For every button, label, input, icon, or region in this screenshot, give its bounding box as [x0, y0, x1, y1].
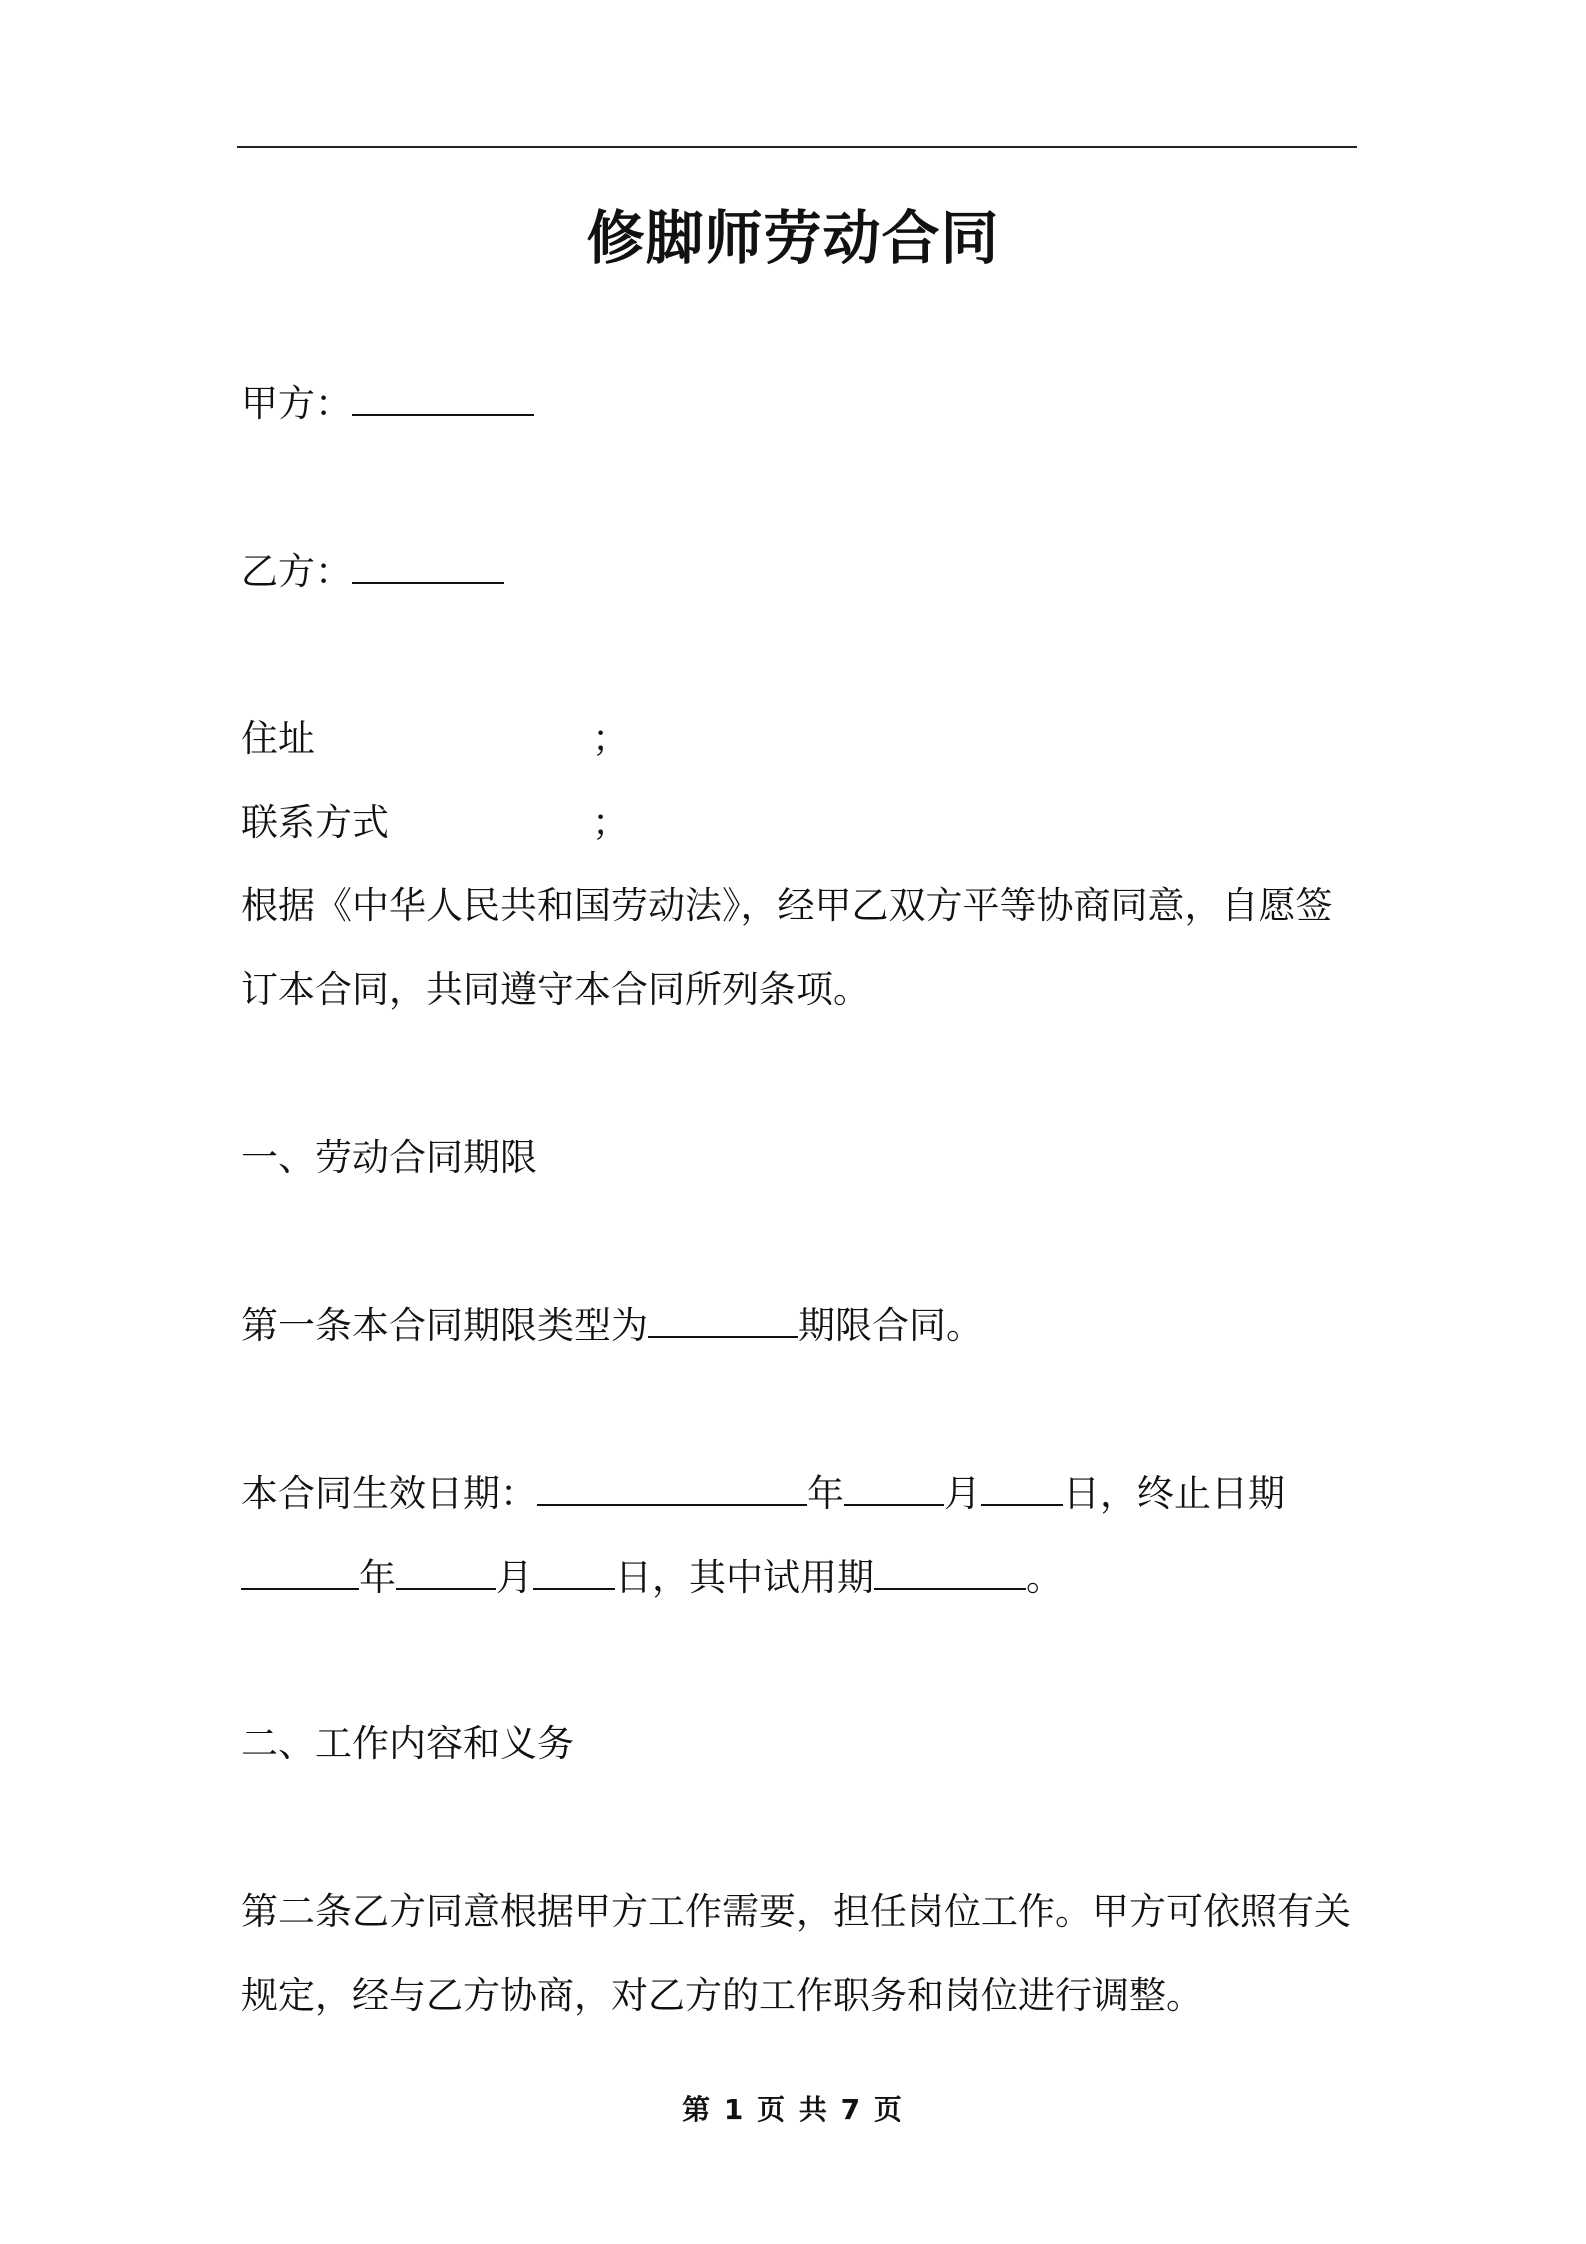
effective-year-blank [537, 1470, 807, 1506]
address-line [241, 713, 315, 765]
address-semicolon: ； [592, 717, 629, 760]
effective-day-blank [981, 1470, 1063, 1506]
probation-blank [874, 1554, 1026, 1590]
contact-semicolon: ； [592, 801, 629, 844]
termination-day-label: 日，其中试用期 [615, 1556, 874, 1599]
party-b-label: 乙方： [241, 550, 352, 593]
effective-year-label: 年 [807, 1472, 844, 1515]
section-1-heading: 一、劳动合同期限 [241, 1136, 537, 1179]
termination-date-line [241, 1552, 1063, 1604]
address-label: 住址 [241, 717, 315, 760]
article-2-line-2: 规定，经与乙方协商，对乙方的工作职务和岗位进行调整。 [241, 1974, 1203, 2017]
contract-type-blank [648, 1302, 798, 1338]
effective-date-prefix: 本合同生效日期： [241, 1472, 537, 1515]
termination-year-label: 年 [359, 1556, 396, 1599]
termination-year-blank [241, 1554, 359, 1590]
effective-month-label: 月 [944, 1472, 981, 1515]
contact-line [241, 797, 389, 849]
article-1-suffix: 期限合同。 [798, 1304, 983, 1347]
termination-day-blank [533, 1554, 615, 1590]
article-2-line-1: 第二条乙方同意根据甲方工作需要，担任岗位工作。甲方可依照有关 [241, 1890, 1351, 1933]
party-a-label: 甲方： [241, 382, 352, 425]
party-a-line [241, 378, 534, 430]
party-a-blank [352, 380, 534, 416]
article-1-prefix: 第一条本合同期限类型为 [241, 1304, 648, 1347]
effective-day-label: 日， [1063, 1472, 1137, 1515]
effective-date-line [241, 1468, 1285, 1520]
article-1-line [241, 1300, 983, 1352]
termination-line-end: 。 [1026, 1556, 1063, 1599]
page-indicator: 第 1 页 共 7 页 [682, 2093, 904, 2126]
party-b-blank [352, 548, 504, 584]
party-b-line [241, 546, 504, 598]
effective-month-blank [844, 1470, 944, 1506]
header-rule [237, 146, 1357, 148]
termination-month-label: 月 [496, 1556, 533, 1599]
contact-label: 联系方式 [241, 801, 389, 844]
preamble-line-1: 根据《中华人民共和国劳动法》，经甲乙双方平等协商同意，自愿签 [241, 884, 1333, 927]
termination-month-blank [396, 1554, 496, 1590]
preamble-line-2: 订本合同，共同遵守本合同所列条项。 [241, 968, 870, 1011]
termination-label: 终止日期 [1137, 1472, 1285, 1515]
section-2-heading: 二、工作内容和义务 [241, 1722, 574, 1765]
document-title: 修脚师劳动合同 [586, 204, 1000, 272]
